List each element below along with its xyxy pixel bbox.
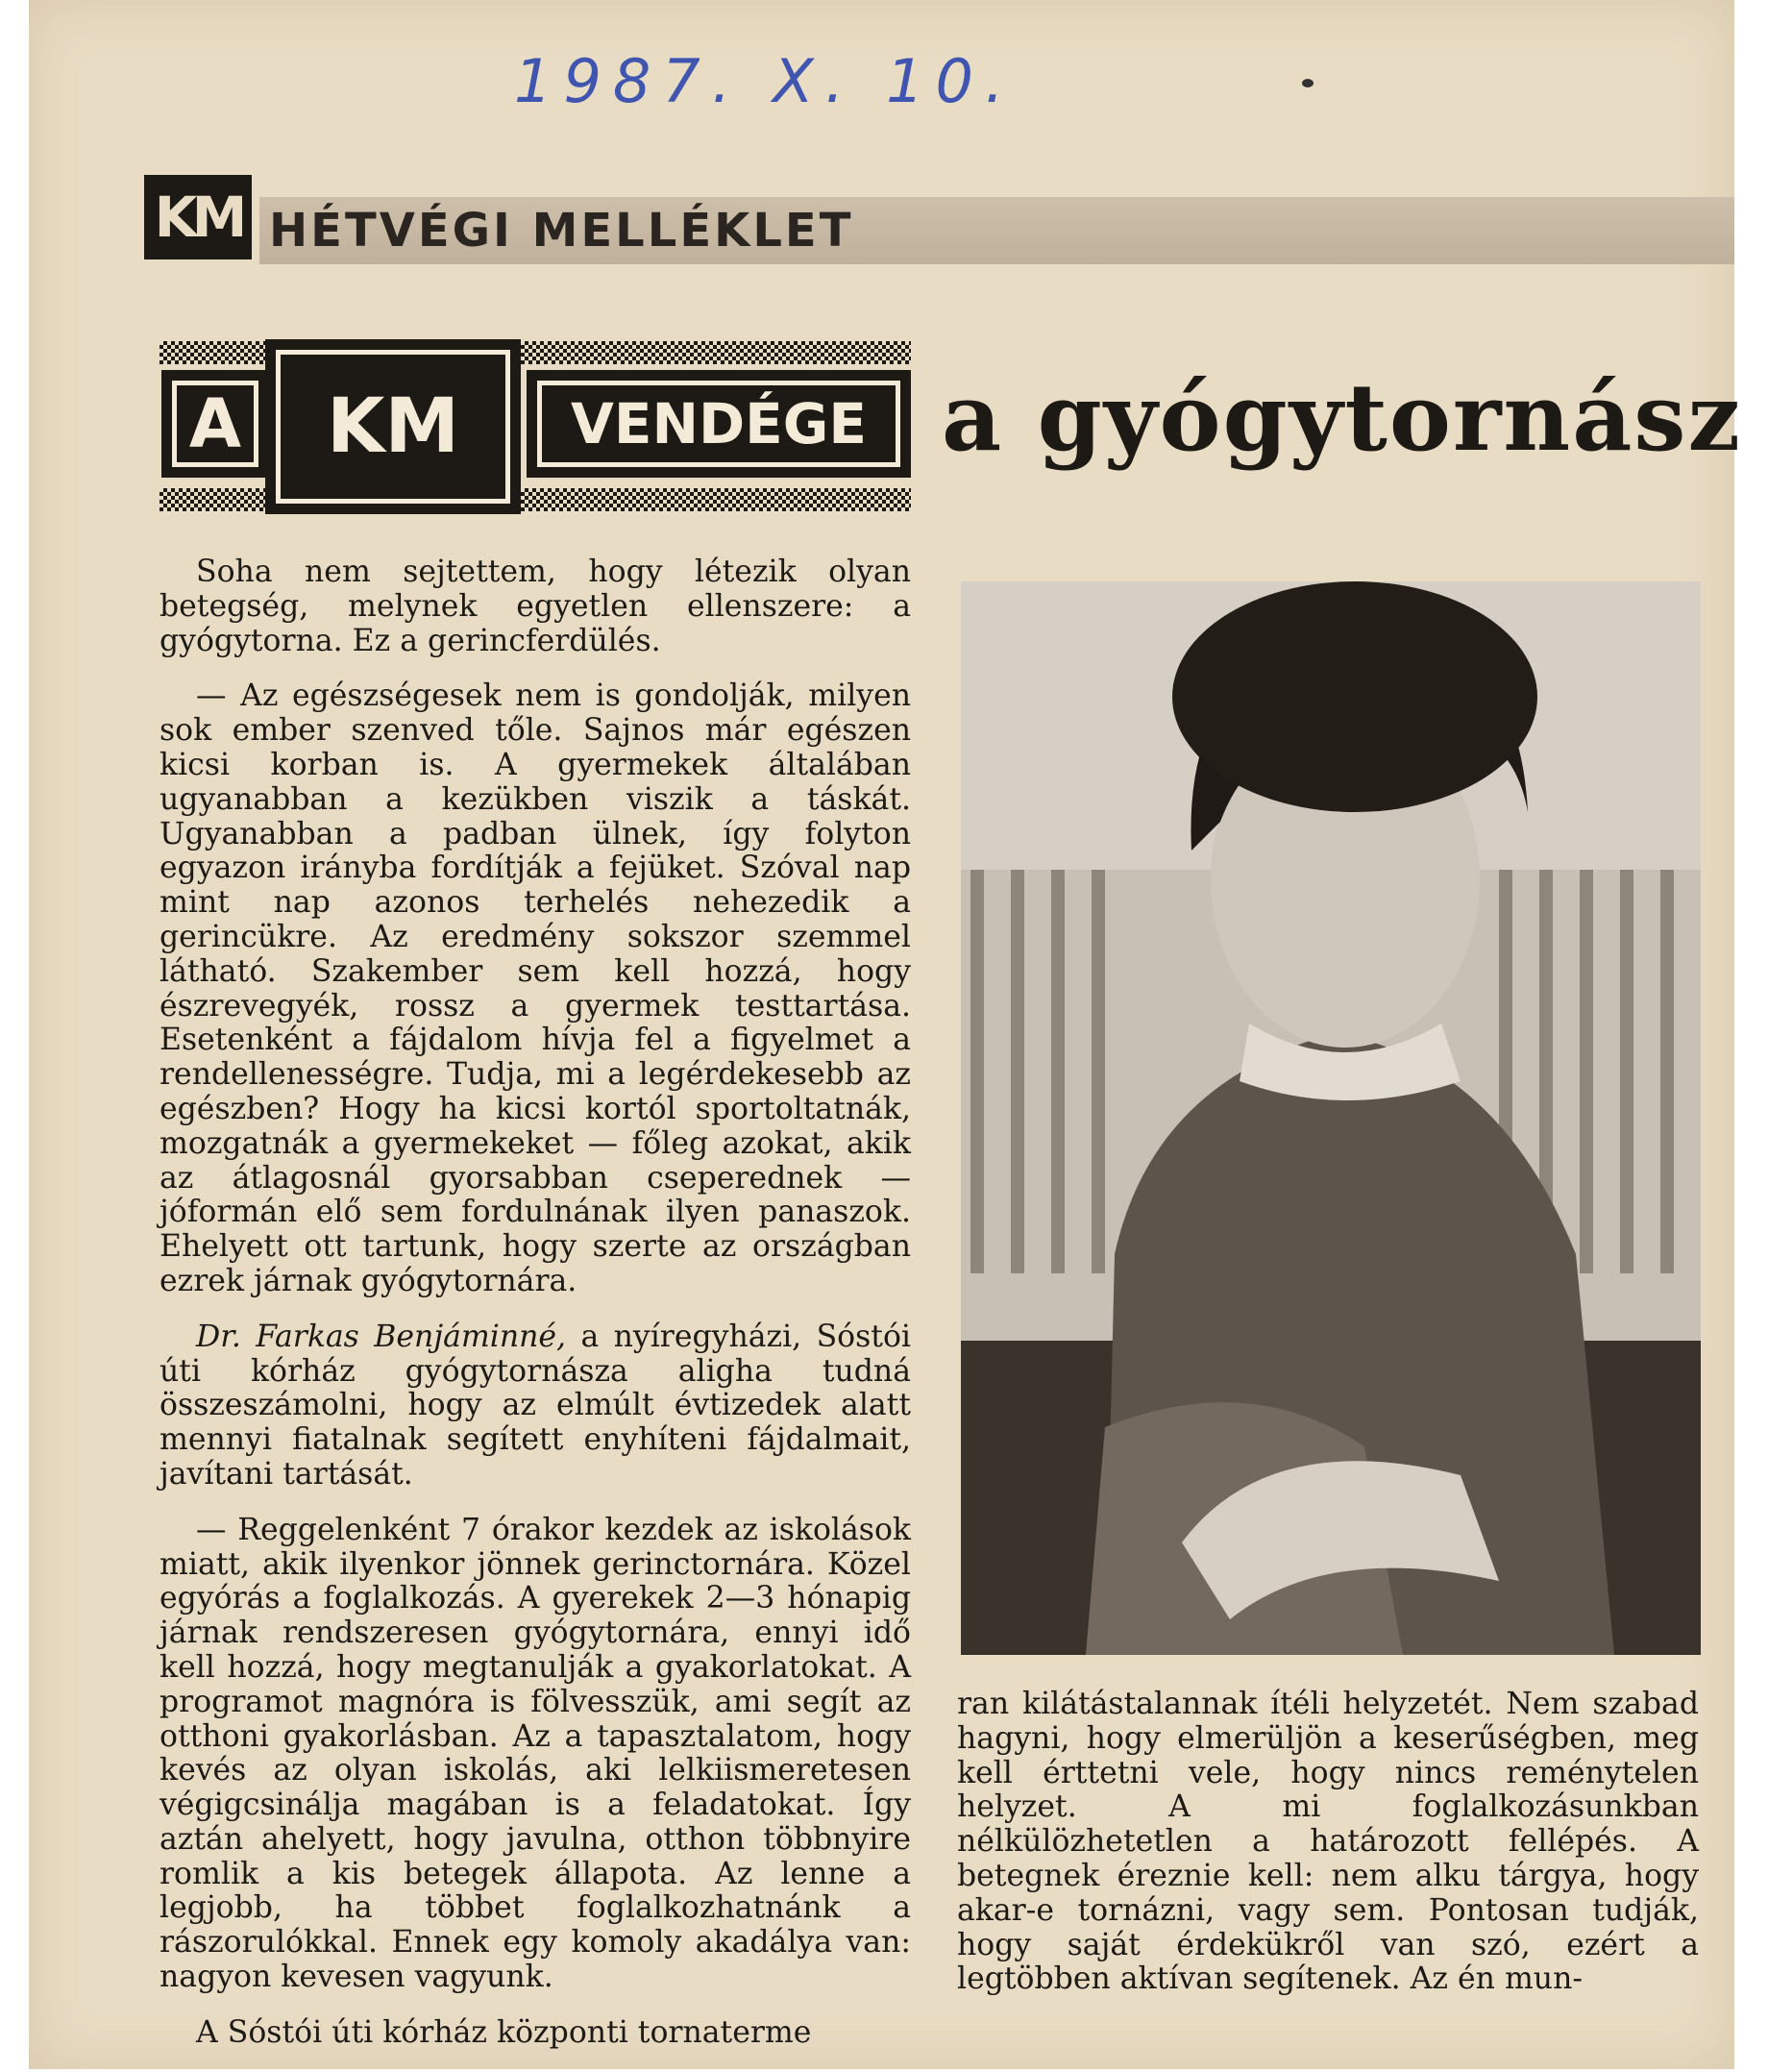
article-right-column bbox=[957, 1688, 1699, 2018]
headline-km-text: KM bbox=[326, 383, 460, 470]
right-paragraph: ran kilátástalannak ítéli helyzetét. Nem szabad hagyni, hogy elmerüljön a keserűségben, meg kell érttetni vele, hogy nincs reménytelen helyzet. A mi foglalkozásunkban nélkülözhetetlen a határozott fellépés. A betegnek éreznie kell: nem alku tárgya, hogy akar-e tornázni, vagy sem. Pontosan tudják, hogy saját érdekükről van szó, ezért a legtöbben aktívan segítenek. Az én mun- bbox=[957, 1687, 1699, 1997]
headline-box-a bbox=[161, 370, 269, 478]
byline-text: a nyíregyházi, Sóstói úti kórház gyógytornásza aligha tudná összeszámolni, hogy az elmúlt évtizedek alatt mennyi fiatalnak segített enyhíteni fájdalmait, javítani tartását. bbox=[160, 1319, 911, 1492]
headline-subject: a gyógytornász bbox=[942, 363, 1742, 472]
headline-box-km bbox=[265, 339, 521, 514]
quote-paragraph-1: — Az egészségesek nem is gondolják, milyen sok ember szenved tőle. Sajnos már egészen kicsi korban is. A gyermekek általában ugyanabban a kezükben viszik a táskát. Ugyanabban a padban ülnek, így folyton egyazon irányba fordítják a fejüket. Szóval nap mint nap azonos terhelés nehezedik a gerincükre. Az eredmény sokszor szemmel látható. Szakember sem kell hozzá, hogy észrevegyék, rossz a gyermek testtartása. Esetenként a fájdalom hívja fel a figyelmet a rendellenességre. Tudja, mi a legérdekesebb az egészben? Hogy ha kicsi kortól sportoltatnák, mozgatnák a gyermekeket — főleg azokat, akik az átlagosnál gyorsabban cseperednek — jóformán elő sem fordulnának ilyen panaszok. Ehelyett ott tartunk, hogy szerte az országban ezrek járnak gyógytornára. bbox=[160, 678, 911, 1298]
article-left-column bbox=[160, 555, 911, 2072]
headline-vendege-text: VENDÉGE bbox=[570, 391, 868, 456]
supplement-title: HÉTVÉGI MELLÉKLET bbox=[269, 204, 854, 258]
portrait-photo bbox=[961, 581, 1701, 1655]
person-name: Dr. Farkas Benjáminné, bbox=[196, 1319, 567, 1354]
handwritten-date: 1987. X. 10. bbox=[514, 46, 1016, 116]
portrait-photo-illustration bbox=[961, 581, 1701, 1655]
continuation-paragraph: A Sóstói úti kórház központi tornaterme bbox=[196, 2014, 812, 2050]
ink-dot bbox=[1302, 79, 1314, 87]
headline-a-text: A bbox=[188, 384, 242, 463]
byline-paragraph bbox=[160, 1320, 911, 1492]
quote-paragraph-2: — Reggelenként 7 órakor kezdek az iskolások miatt, akik ilyenkor jönnek gerinctornára. Közel egyórás a foglalkozás. A gyerekek 2—3 hónapig járnak rendszeresen gyógytornára, ennyi idő kell hozzá, hogy megtanulják a gyakorlatokat. A programot magnóra is fölvesszük, ami segít az otthoni gyakorlásban. Az a tapasztalatom, hogy kevés az olyan iskolás, aki lelkiismeretesen végigcsinálja magában is a feladatokat. Így aztán ahelyett, hogy javulna, otthon többnyire romlik a kis betegek állapota. Az lenne a legjobb, ha többet foglalkozhatnánk a rászorulókkal. Ennek egy komoly akadálya van: nagyon kevesen vagyunk. bbox=[160, 1512, 911, 1995]
supplement-logo: KM bbox=[144, 175, 252, 259]
intro-paragraph: Soha nem sejtettem, hogy létezik olyan betegség, melynek egyetlen ellenszere: a gyógytorna. Ez a gerincferdülés. bbox=[160, 555, 911, 658]
headline-box-vendege bbox=[527, 370, 911, 478]
